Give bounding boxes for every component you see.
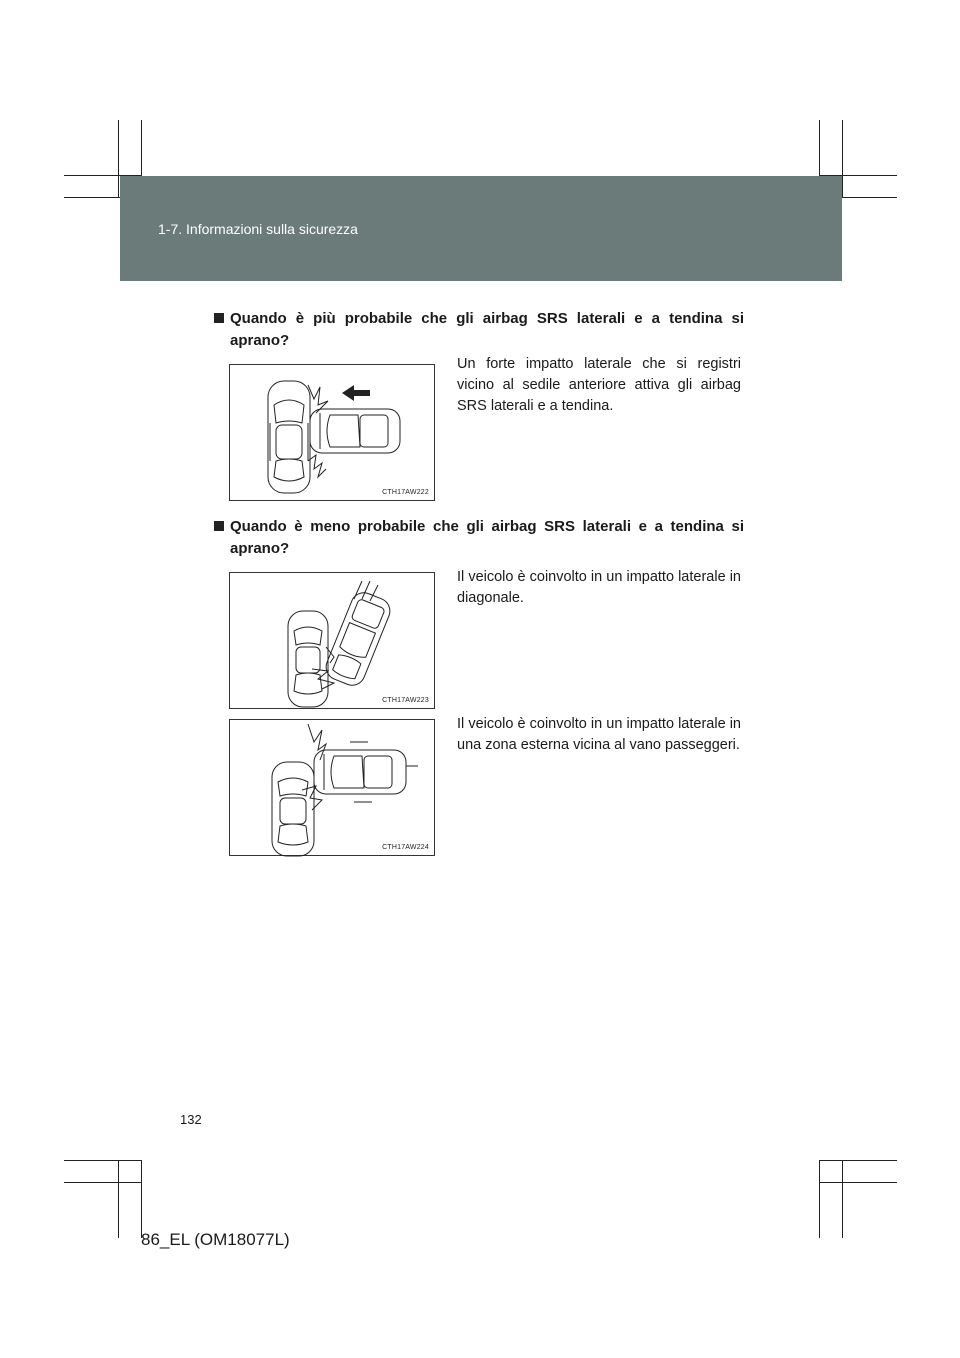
page-number: 132 — [180, 1112, 202, 1127]
crop-mark — [118, 120, 119, 198]
figure-code: CTH17AW224 — [382, 844, 429, 851]
section-heading-text: Quando è più probabile che gli airbag SRS laterali e a tendina si aprano? — [230, 310, 744, 349]
crash-illustration — [229, 719, 435, 856]
crash-illustration — [229, 572, 435, 709]
section-heading-text: Quando è meno probabile che gli airbag SRS laterali e a tendina si aprano? — [230, 518, 744, 557]
section-title: 1-7. Informazioni sulla sicurezza — [158, 221, 358, 237]
figure-code: CTH17AW223 — [382, 697, 429, 704]
crop-mark — [819, 1182, 897, 1183]
crop-mark — [842, 120, 843, 198]
crop-mark — [819, 1160, 820, 1238]
crop-mark — [118, 1160, 119, 1238]
section-heading — [214, 516, 744, 560]
figure-code: CTH17AW222 — [382, 489, 429, 496]
crop-mark — [64, 1160, 142, 1161]
crop-mark — [819, 1160, 897, 1161]
crop-mark — [64, 1182, 142, 1183]
figure-description: Il veicolo è coinvolto in un impatto laterale in una zona esterna vicina al vano passeggeri. — [457, 716, 741, 753]
diagonal-impact-illustration — [230, 573, 436, 710]
figure-description: Il veicolo è coinvolto in un impatto laterale in diagonale. — [457, 569, 741, 606]
document-code: 86_EL (OM18077L) — [141, 1230, 290, 1249]
side-impact-illustration — [230, 365, 436, 502]
crop-mark — [842, 1160, 843, 1238]
square-bullet-icon — [214, 521, 224, 531]
section-heading — [214, 308, 744, 352]
outer-side-impact-illustration — [230, 720, 436, 857]
square-bullet-icon — [214, 313, 224, 323]
crop-mark — [141, 1160, 142, 1238]
figure-description: Un forte impatto laterale che si registri vicino al sedile anteriore attiva gli airbag SRS laterali e a tendina. — [457, 356, 741, 414]
crash-illustration — [229, 364, 435, 501]
